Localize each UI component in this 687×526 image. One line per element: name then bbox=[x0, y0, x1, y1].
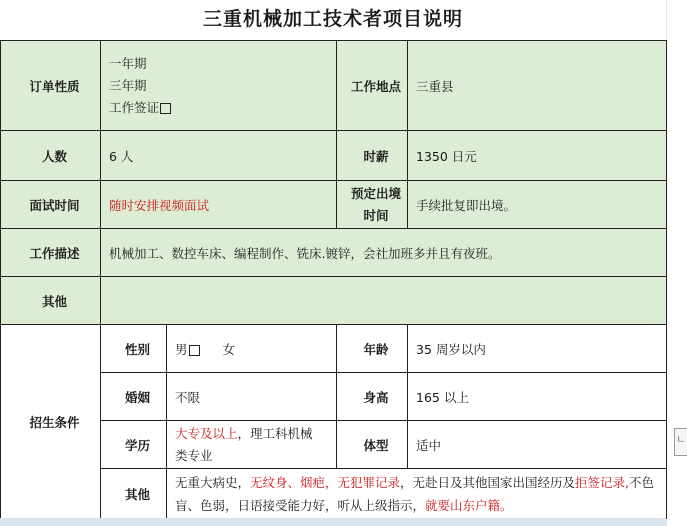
education-highlight: 大专及以上 bbox=[175, 425, 238, 441]
headcount-label: 人数 bbox=[1, 131, 101, 181]
interview-time-label: 面试时间 bbox=[1, 181, 101, 229]
other-value bbox=[101, 277, 667, 325]
project-info-table bbox=[0, 40, 667, 519]
recruit-other-label: 其他 bbox=[101, 469, 167, 519]
work-location-label: 工作地点 bbox=[337, 41, 408, 131]
recruit-other-p6: 就要山东户籍。 bbox=[425, 497, 513, 513]
row-education-body bbox=[1, 421, 667, 469]
gender-value bbox=[167, 325, 337, 373]
marriage-value: 不限 bbox=[167, 373, 337, 421]
recruit-other-value bbox=[167, 469, 667, 519]
order-nature-line-3: 工作签证 bbox=[109, 99, 160, 115]
hourly-wage-value: 1350 日元 bbox=[408, 131, 667, 181]
row-recruit-other bbox=[1, 469, 667, 519]
age-value: 35 周岁以内 bbox=[408, 325, 667, 373]
education-rest: ，理工科机械 bbox=[237, 425, 313, 441]
job-desc-value: 机械加工、数控车床、编程制作、铣床.镀锌，会社加班多并且有夜班。 bbox=[101, 229, 667, 277]
work-location-value: 三重县 bbox=[408, 41, 667, 131]
recruit-other-p4: 拒签记录, bbox=[575, 474, 630, 490]
departure-time-label-line1: 预定出境 bbox=[351, 185, 402, 201]
recruit-other-p5: 不色盲、色弱，日语接受能力好，听从上级指示， bbox=[175, 474, 655, 513]
recruit-conditions-label: 招生条件 bbox=[1, 325, 101, 519]
checkbox-icon[interactable] bbox=[160, 103, 171, 114]
education-value bbox=[167, 421, 337, 469]
departure-time-value: 手续批复即出境。 bbox=[408, 181, 667, 229]
height-label: 身高 bbox=[337, 373, 408, 421]
next-row-strip bbox=[0, 518, 666, 526]
order-nature-value bbox=[101, 41, 337, 131]
other-label: 其他 bbox=[1, 277, 101, 325]
interview-time-value: 随时安排视频面试 bbox=[101, 181, 337, 229]
gender-male-label: 男 bbox=[175, 341, 188, 357]
gender-female-label: 女 bbox=[222, 341, 236, 357]
row-job-desc bbox=[1, 229, 667, 277]
height-value: 165 以上 bbox=[408, 373, 667, 421]
checkbox-icon[interactable] bbox=[189, 345, 200, 356]
education-label: 学历 bbox=[101, 421, 167, 469]
row-gender-age bbox=[1, 325, 667, 373]
order-nature-line-2: 三年期 bbox=[109, 77, 147, 93]
order-nature-label: 订单性质 bbox=[1, 41, 101, 131]
row-headcount bbox=[1, 131, 667, 181]
row-marriage-height bbox=[1, 373, 667, 421]
departure-time-label-line2: 时间 bbox=[363, 207, 389, 223]
marriage-label: 婚姻 bbox=[101, 373, 167, 421]
recruit-other-p2: 无纹身、烟疤，无犯罪记录 bbox=[250, 474, 401, 490]
body-type-value: 适中 bbox=[408, 421, 667, 469]
row-order-nature bbox=[1, 41, 667, 131]
education-line2: 类专业 bbox=[175, 447, 213, 463]
job-desc-label: 工作描述 bbox=[1, 229, 101, 277]
gender-label: 性别 bbox=[101, 325, 167, 373]
headcount-value: 6 人 bbox=[101, 131, 337, 181]
side-panel-toggle-button[interactable]: ㄴ bbox=[674, 428, 687, 456]
row-interview bbox=[1, 181, 667, 229]
body-type-label: 体型 bbox=[337, 421, 408, 469]
recruit-other-p1: 无重大病史， bbox=[175, 474, 251, 490]
document-title: 三重机械加工技术者项目说明 bbox=[202, 8, 463, 30]
order-nature-line-1: 一年期 bbox=[109, 55, 147, 71]
departure-time-label bbox=[337, 181, 408, 229]
row-other bbox=[1, 277, 667, 325]
hourly-wage-label: 时薪 bbox=[337, 131, 408, 181]
age-label: 年龄 bbox=[337, 325, 408, 373]
recruit-other-p3: ，无赴日及其他国家出国经历及 bbox=[400, 474, 576, 490]
